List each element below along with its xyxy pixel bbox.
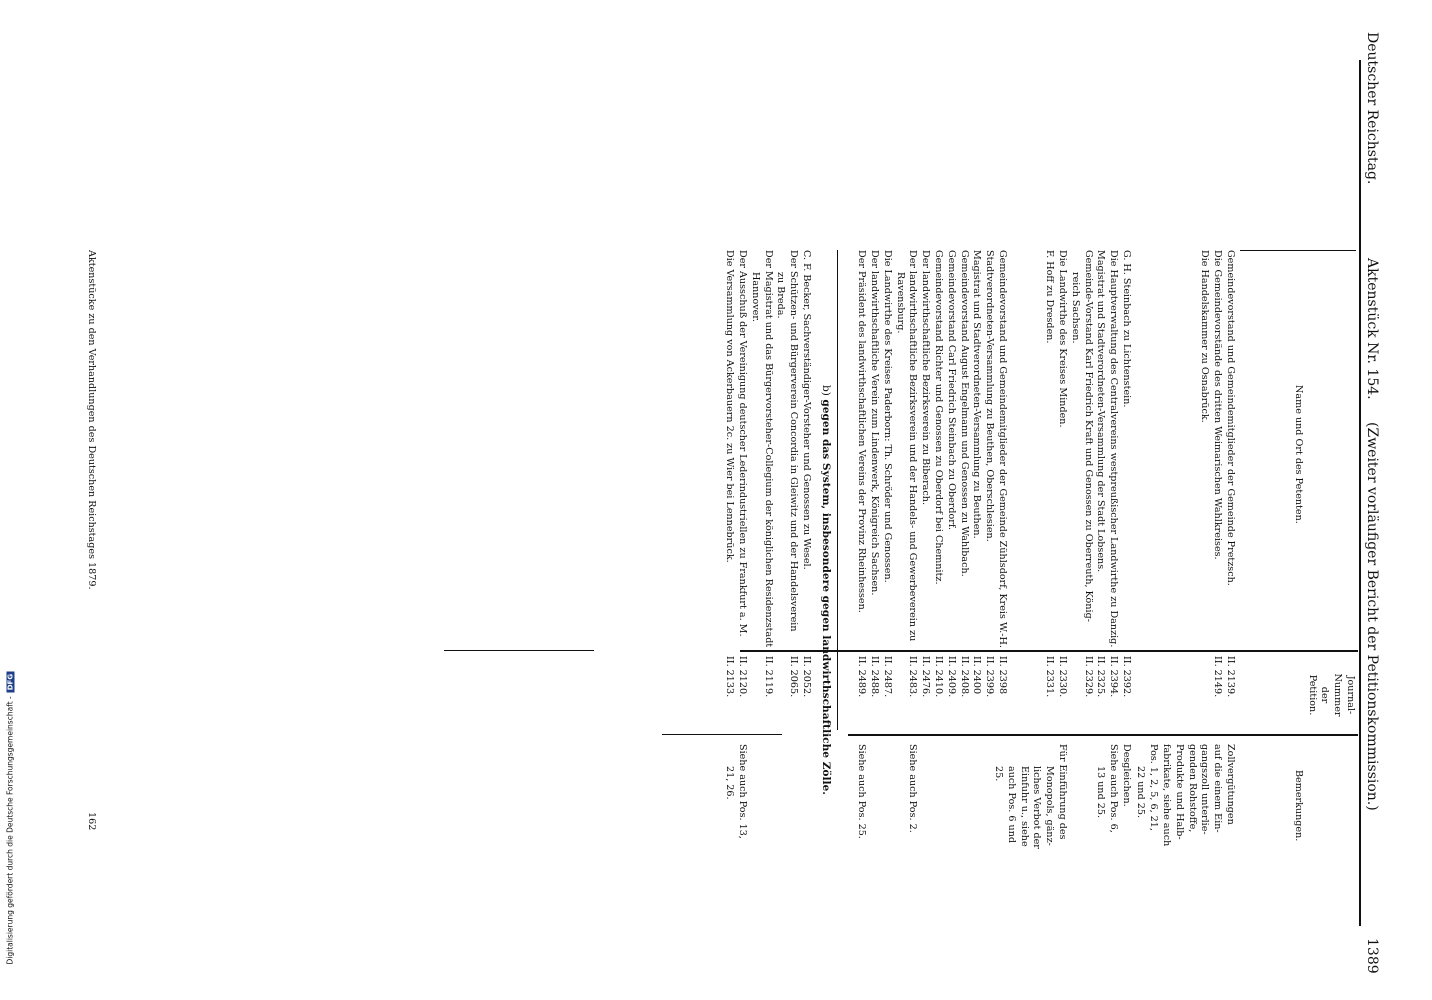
entry: Gemeindevorstand Carl Friedrich Steinbach zu Oberdorf. [945, 250, 957, 531]
entries-group-1 [1198, 250, 1236, 640]
entries-group-2 [1042, 250, 1132, 648]
entry: Gemeindevorstand August Engelmann und Genossen zu Wahlbach. [958, 250, 970, 577]
entry: Gemeindevorstand Richter und Genossen zu Oberdorf bei Chemnitz. [933, 250, 945, 585]
entry: Der landwirthschaftliche Bezirksverein und der Handels- und Gewerbeverein zu [907, 250, 919, 642]
remarks-group-4: Siehe auch Pos. 13, 21, 26. [724, 744, 749, 839]
entry: Gemeindevorstand und Gemeindemitglieder der Gemeinde Pretzsch. [1225, 250, 1236, 586]
page-number: 1389 [1364, 938, 1380, 974]
col-divider-name-journal [740, 650, 1358, 652]
col-divider-lower [662, 734, 782, 735]
entries-group-3 [854, 250, 1008, 648]
entry: Magistrat und Stadtverordneten-Versammlung der Stadt Lobsens. [1095, 250, 1107, 573]
top-rule [1359, 60, 1361, 926]
header-bottom-rule [1240, 250, 1356, 251]
column-header-name: Name und Ort des Petenten. [1293, 385, 1304, 524]
entry: Die Landwirthe des Kreises Paderborn: Th. Schröder und Genossen. [881, 250, 893, 583]
entry: Der Schützen- und Bürgerverein Concordia in Gleiwitz und der Handelsverein [788, 250, 800, 632]
entry-continuation: zu Breda. [775, 272, 787, 319]
entry: Die Gemeindevorstände des dritten Weimarischen Wahlkreises. [1212, 250, 1224, 560]
remarks-group-2: Desgleichen. Siehe auch Pos. 6, 13 und 25. Für Einführung des Monopols, gänz- liches Verbot der Einfuhr u., siehe auch Pos. 6 und 25. [993, 744, 1132, 849]
journal-group-1: II. 2139. II. 2149. [1212, 656, 1236, 698]
entry: Der Magistrat und das Bürgervorsteher-Collegium der königlichen Residenzstadt [762, 250, 774, 648]
entries-group-4 [722, 250, 812, 648]
header-left: Deutscher Reichstag. [1364, 32, 1380, 185]
entry: Der Präsident des landwirthschaftlichen Vereins der Provinz Rheinhessen. [856, 250, 868, 613]
entry: Die Hauptverwaltung des Centralvereins westpreußischer Landwirthe zu Danzig. [1108, 250, 1120, 648]
entry: Der Ausschuß der Vereinigung deutscher Lederindustriellen zu Frankfurt a. M. [737, 250, 749, 637]
entry: Gemeindevorstand und Gemeindemitglieder der Gemeinde Zühlsdorf, Kreis W.-H. [997, 250, 1008, 648]
entry-continuation: Hannover. [749, 272, 761, 322]
journal-group-3: II. 2398 II. 2399. II. 2400 II. 2408. II. 2409. II. 2410. II. 2476. II. 2483. II. 2487. II. 2488. II. 2489. [856, 656, 1008, 698]
column-header-journal: Journal- Nummer der Petition. [1306, 673, 1356, 717]
attribution-sidebar: Digitalisierung gefördert durch die Deutsche Forschungsgemeinschaft -DFG [5, 673, 15, 965]
col-divider-journal-remarks [848, 734, 1358, 736]
section-heading: b) gegen das System, insbesondere gegen landwirthschaftliche Zölle. [820, 385, 832, 795]
entry: Die Versammlung von Ackerbauern 2c. zu Wier bei Lennebrück. [724, 250, 736, 563]
entry: Die Landwirthe des Kreises Minden. [1057, 250, 1069, 428]
entry: Magistrat und Stadtverordneten-Versammlung zu Beuthen. [971, 250, 983, 539]
entry: Der landwirthschaftliche Bezirksverein zu Biberach. [920, 250, 932, 505]
entry: Die Handelskammer zu Osnabrück. [1199, 250, 1211, 423]
section-rule [837, 250, 838, 730]
entry: F. Hoff zu Dresden. [1044, 250, 1056, 344]
header-center: Aktenstück Nr. 154. [1364, 258, 1380, 400]
entry-continuation: Ravensburg. [894, 272, 906, 334]
journal-group-4: II. 2052. II. 2065. II. 2119. II. 2120. II. 2133. [724, 656, 812, 698]
header-right-title: (Zweiter vorläufiger Bericht der Petitionskommission.) [1364, 422, 1380, 811]
journal-group-2: II. 2392. II. 2394. II. 2325. II. 2329. II. 2330. II. 2331. [1044, 656, 1132, 698]
entry: C. F. Becker, Sachverständiger-Vorsteher und Genossen zu Wesel. [801, 250, 812, 570]
remarks-group-3: Siehe auch Pos. 2. Siehe auch Pos. 25. [856, 744, 919, 839]
footer-left: Aktenstücke zu den Verhandlungen des Deutschen Reichstages 1879. [86, 250, 97, 590]
entry: Gemeinde-Vorstand Karl Friedrich Kraft und Genossen zu Oberreuth, König- [1082, 250, 1094, 622]
entry: Der landwirthschaftliche Verein zum Lindenwerk, Königreich Sachsen. [869, 250, 881, 596]
footer-page: 162 [86, 812, 97, 831]
dfg-logo: DFG [6, 673, 15, 691]
column-header-remarks: Bemerkungen. [1293, 770, 1304, 842]
entry: G. H. Steinbach zu Lichtenstein. [1121, 250, 1132, 408]
entry-continuation: reich Sachsen. [1069, 272, 1081, 344]
col-divider-lower2 [444, 650, 594, 651]
entry: Stadtverordneten-Versammlung zu Beuthen, Oberschlesien. [984, 250, 996, 542]
remarks-group-1: Zollvergütungen auf die einem Ein- gangszoll unterlie- genden Rohstoffe, Produkte und Halb- fabrikate, siehe auch Pos. 1, 2, 5, 6, 21, 22 und 25. [1135, 744, 1236, 847]
